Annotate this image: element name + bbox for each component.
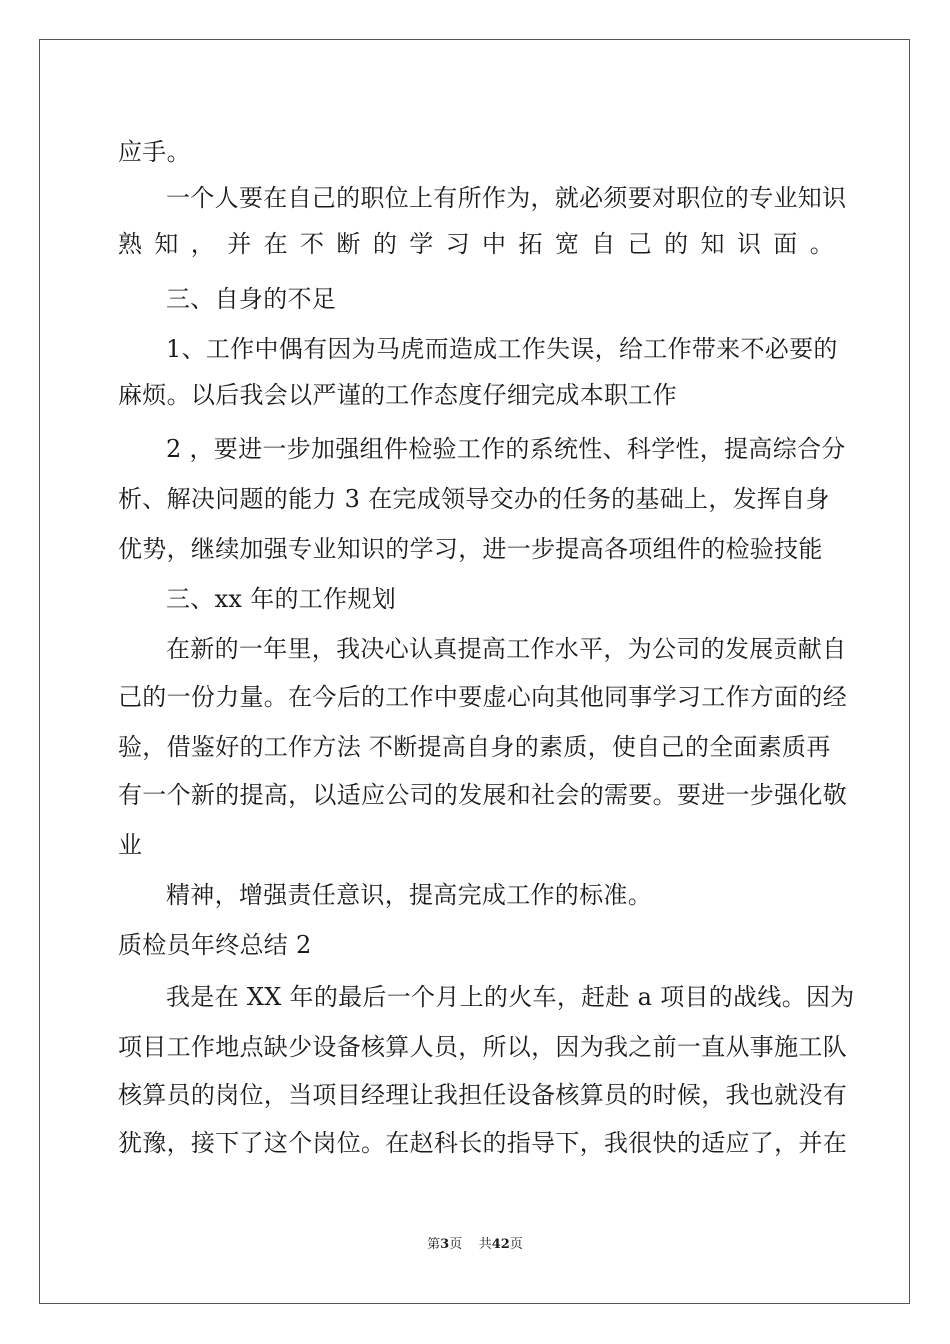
text-line: 麻烦。以后我会以严谨的工作态度仔细完成本职工作 [118,381,677,409]
text-line: 1、工作中偶有因为马虎而造成工作失误，给工作带来不必要的 [166,335,838,363]
text-line: 核算员的岗位，当项目经理让我担任设备核算员的时候，我也就没有 [118,1081,847,1109]
text-line: 犹豫，接下了这个岗位。在赵科长的指导下，我很快的适应了，并在 [118,1129,847,1157]
text-line: 我是在 XX 年的最后一个月上的火车，赶赴 a 项目的战线。因为 [166,983,855,1011]
text-line: 项目工作地点缺少设备核算人员，所以，因为我之前一直从事施工队 [118,1033,847,1061]
text-line: 一个人要在自己的职位上有所作为，就必须要对职位的专业知识 [166,184,847,212]
text-line: 2 ，要进一步加强组件检验工作的系统性、科学性，提高综合分 [166,435,846,463]
page-footer [0,1236,950,1254]
text-line: 业 [118,831,143,859]
text-line: 己的一份力量。在今后的工作中要虚心向其他同事学习工作方面的经 [118,683,847,711]
text-line: 优势，继续加强专业知识的学习，进一步提高各项组件的检验技能 [118,535,823,563]
total-suffix: 页 [509,1237,523,1252]
page-suffix: 页 [449,1237,463,1252]
text-line: 在新的一年里，我决心认真提高工作水平，为公司的发展贡献自 [166,635,847,663]
page-current: 3 [440,1237,450,1252]
page-total: 42 [491,1237,510,1252]
total-prefix: 共 [478,1237,492,1252]
page-prefix: 第 [427,1237,441,1252]
section-heading: 三、xx 年的工作规划 [166,585,396,613]
document-title: 质检员年终总结 2 [118,931,312,959]
text-line: 熟知，并在不断的学习中拓宽自己的知识面。 [118,230,834,258]
text-line: 精神，增强责任意识，提高完成工作的标准。 [166,881,652,909]
text-line: 析、解决问题的能力 3 在完成领导交办的任务的基础上，发挥自身 [118,485,830,513]
section-heading: 三、自身的不足 [166,285,337,313]
text-line: 验，借鉴好的工作方法 不断提高自身的素质，使自己的全面素质再 [118,733,831,761]
text-line: 应手。 [118,138,191,166]
text-line: 有一个新的提高，以适应公司的发展和社会的需要。要进一步强化敬 [118,781,847,809]
